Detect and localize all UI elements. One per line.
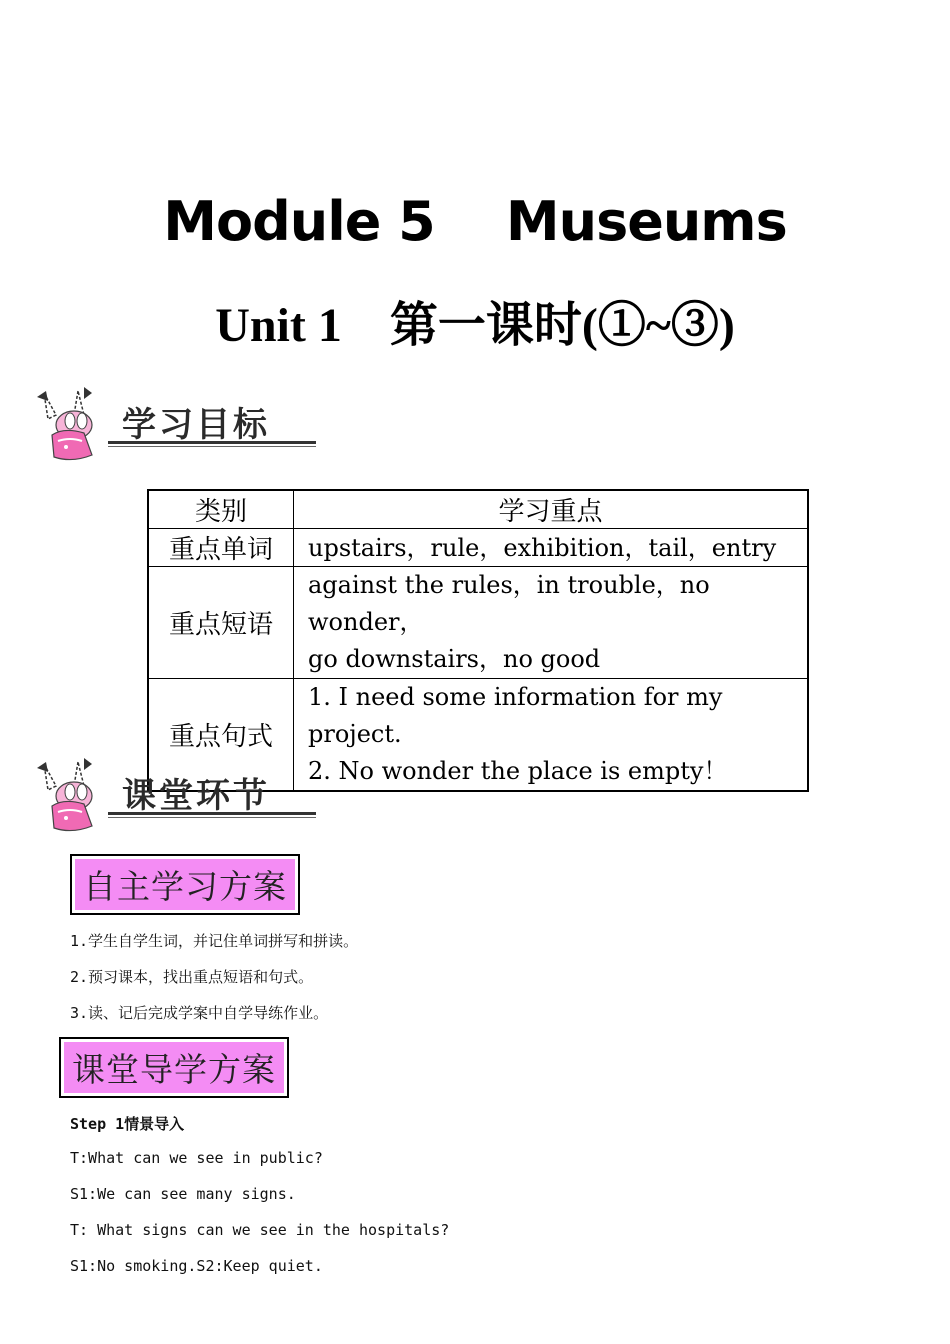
section-header-goals	[34, 385, 319, 465]
self-study-title: 自主学习方案	[75, 859, 295, 910]
section-underline-thin	[108, 817, 316, 818]
row-content	[294, 567, 809, 679]
unit-title: Unit 1 第一课时(①~③)	[215, 299, 735, 352]
class-guide-title-box	[59, 1037, 289, 1098]
list-item: 3.读、记后完成学案中自学导练作业。	[70, 1004, 329, 1022]
section-title-goals: 学习目标	[122, 405, 270, 445]
class-guide-title: 课堂导学方案	[64, 1042, 284, 1093]
row-category: 重点单词	[148, 529, 294, 567]
section-header-class	[34, 756, 319, 836]
row-content	[294, 529, 809, 567]
step-heading: Step 1情景导入	[70, 1115, 185, 1133]
table-row	[148, 567, 808, 679]
row-line: upstairs，rule，exhibition，tail，entry	[308, 533, 777, 562]
row-line: go downstairs，no good	[308, 645, 601, 673]
list-item: 2.预习课本，找出重点短语和句式。	[70, 968, 314, 986]
list-item: 1.学生自学生词，并记住单词拼写和拼读。	[70, 932, 359, 950]
row-content	[294, 679, 809, 792]
dialogue-line: T: What signs can we see in the hospitals?	[70, 1221, 450, 1239]
row-line: 2. No wonder the place is empty！	[308, 757, 728, 785]
module-title: Module 5 Museums	[163, 190, 787, 253]
header-focus: 学习重点	[294, 490, 809, 529]
fox-mascot-icon	[34, 385, 114, 465]
row-line: 1. I need some information for my project.	[308, 683, 723, 748]
table-row	[148, 529, 808, 567]
self-study-title-box	[70, 854, 300, 915]
goals-table	[147, 489, 809, 792]
row-line: against the rules，in trouble，no wonder，	[308, 571, 710, 636]
header-category: 类别	[148, 490, 294, 529]
row-category: 重点句式	[148, 679, 294, 792]
section-title-class: 课堂环节	[122, 776, 270, 816]
table-header-row	[148, 490, 808, 529]
section-underline	[108, 441, 316, 444]
dialogue-line: S1:No smoking.S2:Keep quiet.	[70, 1257, 323, 1275]
section-underline	[108, 812, 316, 815]
dialogue-line: S1:We can see many signs.	[70, 1185, 296, 1203]
fox-mascot-icon	[34, 756, 114, 836]
row-category: 重点短语	[148, 567, 294, 679]
dialogue-line: T:What can we see in public?	[70, 1149, 323, 1167]
section-underline-thin	[108, 446, 316, 447]
